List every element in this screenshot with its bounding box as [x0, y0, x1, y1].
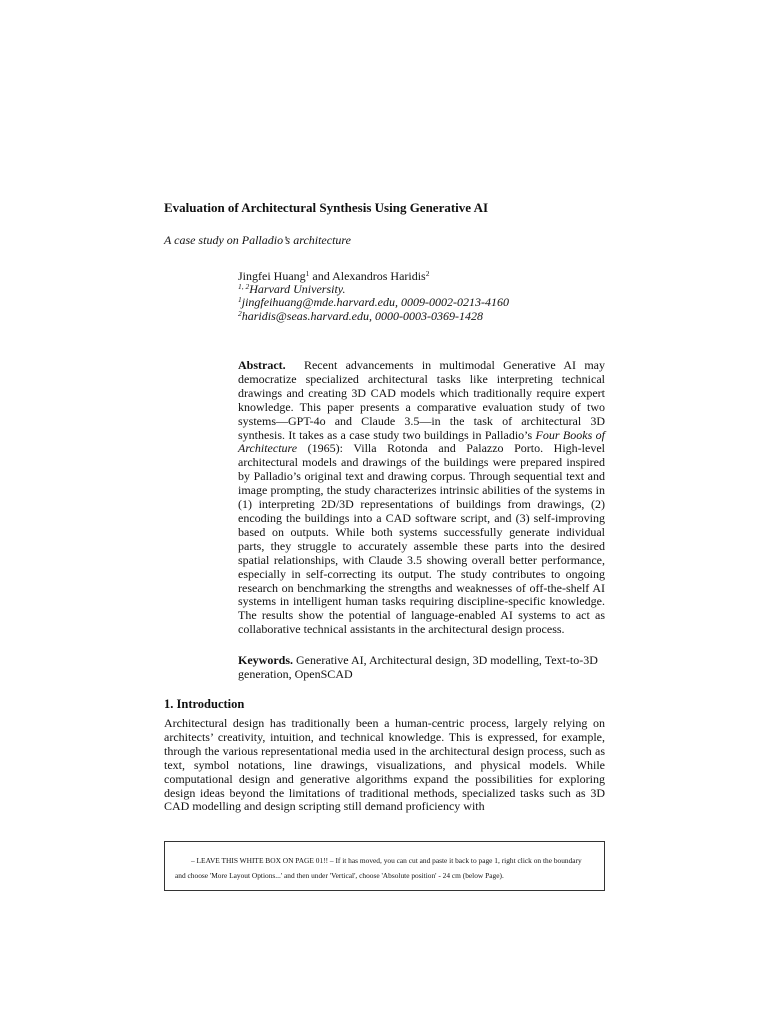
keywords-text: Generative AI, Architectural design, 3D modelling, Text-to-3D generation, OpenSCAD [238, 653, 598, 681]
contact-1-superscript: 1 [238, 295, 242, 305]
paper-subtitle: A case study on Palladio’s architecture [164, 233, 351, 247]
introduction-paragraph: Architectural design has traditionally been a human-centric process, largely relying on architects’ creativity, intuition, and technical knowledge. This is expressed, for example, through the various representational media used in the architectural design process, such as text, symbol notations, line drawings, visualizations, and physical models. While computational design and generative algorithms expand the possibilities for exploring design ideas beyond the limitations of traditional methods, specialized tasks such as 3D CAD modelling and design scripting still demand proficiency with [164, 716, 605, 814]
contact-2-superscript: 2 [238, 308, 242, 318]
abstract-paragraph [238, 359, 605, 637]
keywords-label: Keywords. [238, 653, 293, 667]
contact-line-2 [238, 310, 618, 323]
contact-2: haridis@seas.harvard.edu, 0000-0003-0369-1428 [241, 308, 483, 323]
paper-title: Evaluation of Architectural Synthesis Using Generative AI [164, 200, 489, 215]
author-block [238, 270, 618, 323]
author-name-1: Jingfei Huang [238, 269, 306, 283]
section-heading-introduction: 1. Introduction [164, 697, 245, 711]
abstract-text-part-1: Recent advancements in multimodal Generative AI may democratize specialized architectural tasks like interpreting technical drawings and creating 3D CAD models which traditionally require expert knowledge. This paper presents a comparative evaluation study of two systems—GPT-4o and Claude 3.5—in the task of architectural 3D synthesis. It takes as a case study two buildings in Palladio’s [238, 358, 606, 442]
abstract-text-part-2: (1965): Villa Rotonda and Palazzo Porto. High-level architectural models and drawings of the buildings were prepared inspired by Palladio’s original text and drawing corpus. Through sequential text and image prompting, the study characterizes intrinsic abilities of the systems in (1) interpreting 2D/3D representations of buildings from drawings, (2) encoding the buildings into a CAD software script, and (3) self-improving based on outputs. While both systems successfully generate individual parts, they struggle to accurately assemble these parts into the desired spatial relationships, with Claude 3.5 showing overall better performance, especially in self-correcting its output. The study contributes to ongoing research on benchmarking the strengths and weaknesses of off-the-shelf AI systems in intelligent human tasks requiring discipline-specific knowledge. The results show the potential of language-enabled AI systems to act as collaborative technical assistants in the architectural design process. [238, 441, 605, 637]
author-2-superscript: 2 [425, 269, 430, 278]
author-name-2: Alexandros Haridis [332, 269, 426, 283]
author-conjunction: and [309, 269, 333, 283]
affiliation: Harvard University. [249, 282, 346, 297]
affiliation-superscript: 1, 2 [238, 282, 250, 292]
abstract-book-title: Four Books of Architecture [238, 427, 605, 456]
notice-box [164, 841, 605, 891]
notice-box-text: – LEAVE THIS WHITE BOX ON PAGE 01!! – If it has moved, you can cut and paste it back to page 1, right click on the boundary and choose 'More Layout Options...' and then under 'Vertical', choose 'Absolute position' - 24 cm (below Page). [175, 856, 582, 880]
contact-1: jingfeihuang@mde.harvard.edu, 0009-0002-0213-4160 [241, 295, 509, 310]
abstract-label: Abstract. [238, 358, 286, 372]
author-1-superscript: 1 [305, 269, 310, 278]
keywords-paragraph [238, 653, 605, 681]
